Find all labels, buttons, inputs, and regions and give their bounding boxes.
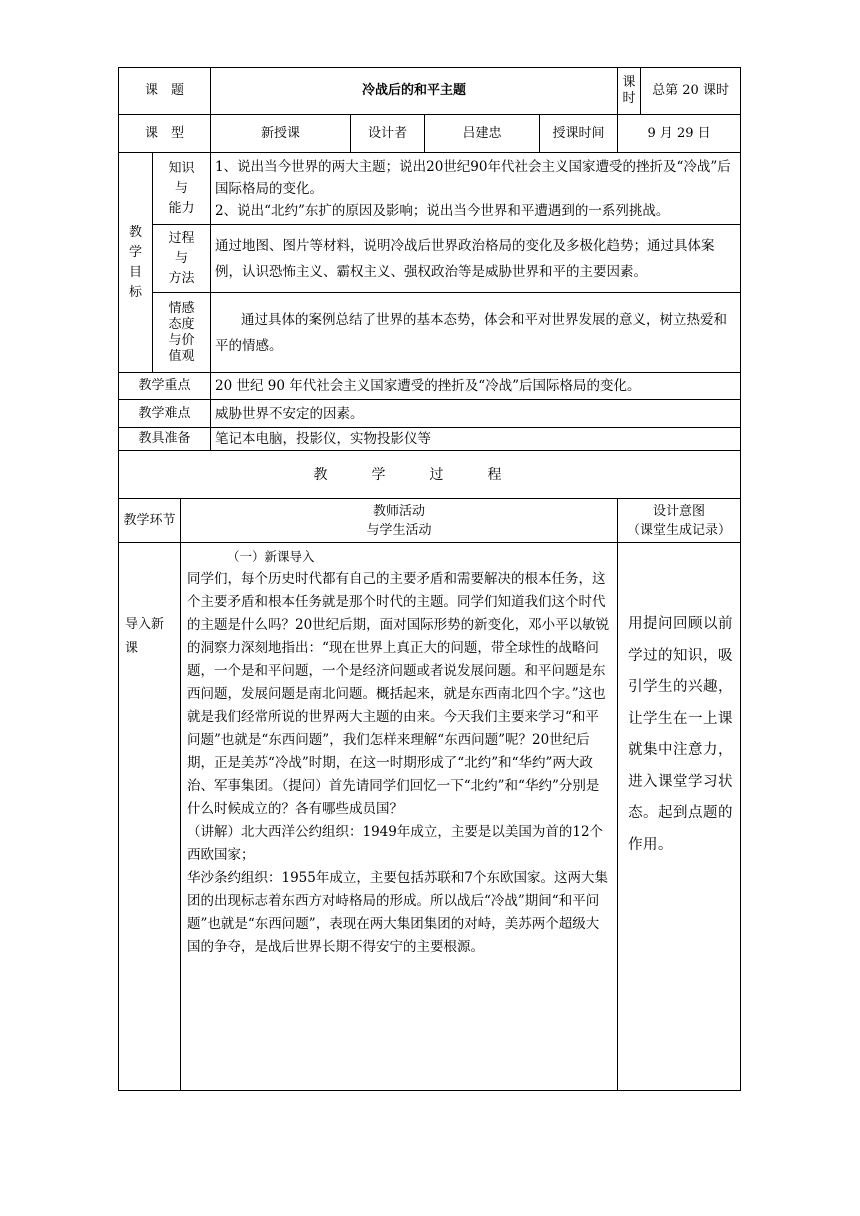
column-stage: 教学环节 (119, 499, 181, 543)
topic-label: 课 题 (119, 68, 211, 115)
stage-label: 导入新课 (119, 543, 181, 1091)
type-value: 新授课 (211, 115, 351, 153)
equipment-value: 笔记本电脑，投影仪，实物投影仪等 (211, 428, 741, 451)
header-row-topic (119, 68, 741, 115)
difficulty-label: 教学难点 (119, 400, 211, 428)
lesson-plan-document (118, 67, 740, 1091)
key-point-row (119, 373, 741, 400)
designer-label: 设计者 (351, 115, 425, 153)
knowledge-text: 1、说出当今世界的两大主题；说出20世纪90年代社会主义国家遭受的挫折及“冷战”后国际格局的变化。 2、说出“北约”东扩的原因及影响；说出当今世界和平遭遇到的一系列挑战。 (211, 153, 741, 225)
key-point-label: 教学重点 (119, 373, 211, 400)
section-row-intro (119, 543, 741, 1091)
goal-row-attitude (119, 293, 741, 373)
lesson-plan-table (118, 67, 741, 1091)
column-intent: 设计意图 （课堂生成记录） (618, 499, 741, 543)
date-label: 授课时间 (540, 115, 618, 153)
sub-heading: （一）新课导入 (227, 549, 315, 564)
topic-value: 冷战后的和平主题 (211, 68, 618, 115)
paragraph: 同学们，每个历史时代都有自己的主要矛盾和需要解决的根本任务，这个主要矛盾和根本任务就是那个时代的主题。同学们知道我们这个时代的主题是什么吗？20世纪后期，面对国际形势的新变化，邓小平以敏锐的洞察力深刻地指出：“现在世界上真正大的问题，带全球性的战略问题，一个是和平问题，一个是经济问题或者说发展问题。和平问题是东西问题，发展问题是南北问题。概括起来，就是东西南北四个字。”这也就是我们经常所说的世界两大主题的由来。今天我们主要来学习“和平问题”也就是“东西问题”，我们怎样来理解“东西问题”呢？20世纪后期，正是美苏“冷战”时期，在这一时期形成了“北约”和“华约”两大政治、军事集团。（提问）首先请同学们回忆一下“北约”和“华约”分别是什么时候成立的？各有哪些成员国？ (187, 571, 610, 817)
paragraph: （讲解）北大西洋公约组织：1949年成立，主要是以美国为首的12个西欧国家； (187, 824, 604, 863)
design-intent-text: 用提问回顾以前学过的知识，吸引学生的兴趣，让学生在一上课就集中注意力，进入课堂学习状态。起到点题的作用。 (618, 543, 741, 1091)
knowledge-label: 知识 与 能力 (153, 153, 211, 225)
difficulty-value: 威胁世界不安定的因素。 (211, 400, 741, 428)
column-activity: 教师活动 与学生活动 (181, 499, 618, 543)
goals-main-label: 教 学 目 标 (119, 153, 153, 373)
process-title-row (119, 451, 741, 499)
activity-text (181, 543, 618, 1091)
designer-value: 吕建忠 (425, 115, 540, 153)
process-title: 教学过程 (119, 451, 741, 499)
hours-value: 总第 20 课时 (641, 68, 741, 115)
paragraph: 华沙条约组织：1955年成立，主要包括苏联和7个东欧国家。这两大集团的出现标志着东西方对峙格局的形成。所以战后“冷战”期间“和平问题”也就是“东西问题”，表现在两大集团集团的对峙，美苏两个超级大国的争夺，是战后世界长期不得安宁的主要根源。 (187, 870, 608, 955)
date-value: 9 月 29 日 (618, 115, 741, 153)
process-text: 通过地图、图片等材料，说明冷战后世界政治格局的变化及多极化趋势；通过具体案例，认识恐怖主义、霸权主义、强权政治等是威胁世界和平的主要因素。 (211, 225, 741, 293)
equipment-label: 教具准备 (119, 428, 211, 451)
header-row-type (119, 115, 741, 153)
columns-header-row (119, 499, 741, 543)
equipment-row (119, 428, 741, 451)
goal-row-knowledge (119, 153, 741, 225)
hours-label: 课 时 (618, 68, 641, 115)
key-point-value: 20 世纪 90 年代社会主义国家遭受的挫折及“冷战”后国际格局的变化。 (211, 373, 741, 400)
attitude-text: 通过具体的案例总结了世界的基本态势，体会和平对世界发展的意义，树立热爱和平的情感。 (211, 293, 741, 373)
process-label: 过程 与 方法 (153, 225, 211, 293)
goal-row-process (119, 225, 741, 293)
attitude-label: 情感 态度 与价 值观 (153, 293, 211, 373)
type-label: 课 型 (119, 115, 211, 153)
difficulty-row (119, 400, 741, 428)
